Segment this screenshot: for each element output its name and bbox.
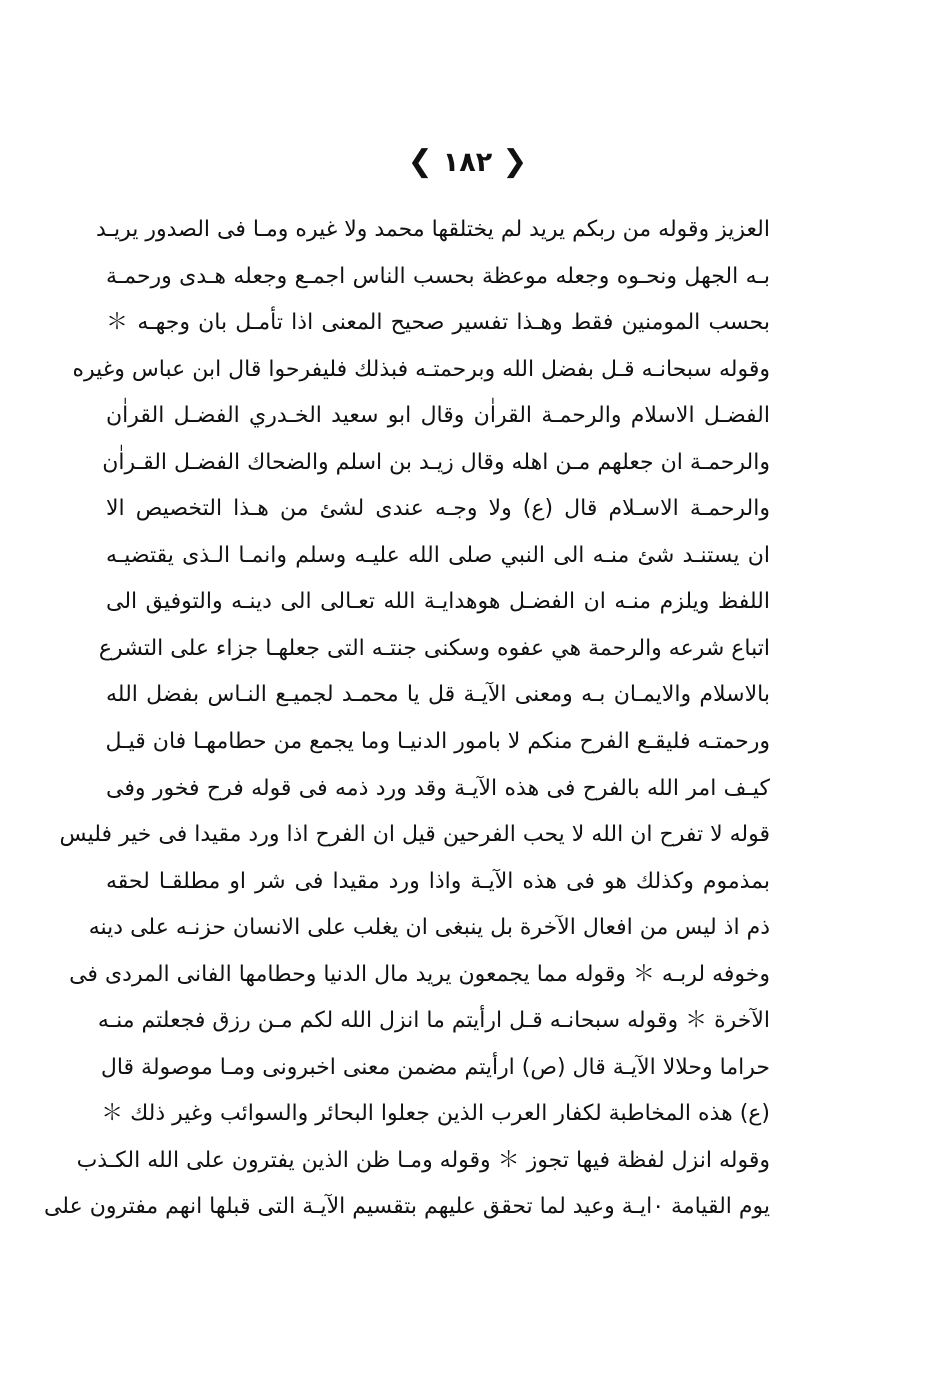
text-line: وقوله سبحانـه قـل بفضل الله وبرحمتـه فبذلك فليفرحوا قال ابن عباس وغيره xyxy=(72,356,770,382)
text-line: بالاسلام والايمـان بـه ومعنى الآيـة قل يا محمـد لجميـع النـاس بفضل الله xyxy=(106,682,770,708)
text-line: ذم اذ ليس من افعال الآخرة بل ينبغى ان يغلب على الانسان حزنـه على دينه xyxy=(88,915,770,941)
left-ornament-icon: ❮ xyxy=(407,144,433,179)
text-line: اتباع شرعه والرحمة هي عفوه وسكنى جنتـه التى جعلهـا جزاء على التشرع xyxy=(98,635,770,661)
text-line: يوم القيامة ٠ايـة وعيد لما تحقق عليهم بتقسيم الآيـة التى قبلها انهم مفترون على xyxy=(43,1194,770,1220)
page-number-group xyxy=(407,144,528,179)
text-line: بمذموم وكذلك هو فى هذه الآيـة واذا ورد مقيدا فى شر او مطلقـا لحقه xyxy=(106,868,770,894)
text-line: ورحمتـه فليقـع الفرح منكم لا بامور الدنيـا وما يجمع من حطامهـا فان قيـل xyxy=(105,729,770,755)
body-text xyxy=(43,207,770,1231)
text-line: وقوله انزل لفظة فيها تجوز ＊ وقوله ومـا ظن الذين يفترون على الله الكـذب xyxy=(76,1147,770,1173)
text-line: قوله لا تفرح ان الله لا يحب الفرحين قيل ان الفرح اذا ورد مقيدا فى خير فليس xyxy=(59,822,770,848)
right-ornament-icon: ❯ xyxy=(502,144,528,179)
text-line: الفضـل الاسلام والرحمـة القراٰن وقال ابو سعيد الخـدري الفضـل القراٰن xyxy=(106,403,770,429)
text-line: اللفظ ويلزم منـه ان الفضـل هوهدايـة الله تعـالى الى دينـه والتوفيق الى xyxy=(106,589,770,615)
text-line: بـه الجهل ونحـوه وجعله موعظة بحسب الناس اجمـع وجعله هـدى ورحمـة xyxy=(106,263,770,289)
text-line: بحسب المومنين فقط وهـذا تفسير صحيح المعنى اذا تأمـل بان وجهـه ＊ xyxy=(106,310,770,336)
text-line: كيـف امر الله بالفرح فى هذه الآيـة وقد ورد ذمه فى قوله فرح فخور وفى xyxy=(106,775,770,801)
text-line: العزيز وقوله من ربكم يريد لم يختلقها محمد ولا غيره ومـا فى الصدور يريـد xyxy=(95,217,770,242)
text-line: والرحمـة ان جعلهم مـن اهله وقال زيـد بن اسلم والضحاك الفضـل القـراٰن xyxy=(102,449,770,475)
text-line: وخوفه لربـه ＊ وقوله مما يجمعون يريد مال الدنيا وحطامها الفانى المردى فى xyxy=(69,961,770,987)
page-header xyxy=(0,140,935,184)
page-number: ١٨٢ xyxy=(442,146,493,178)
text-line: ان يستنـد شئ منـه الى النبي صلى الله عليـه وسلم وانمـا الـذى يقتضيـه xyxy=(106,542,770,568)
text-line: (ع) هذه المخاطبة لكفار العرب الذين جعلوا البحائر والسوائب وغير ذلك ＊ xyxy=(101,1101,770,1127)
text-line: والرحمـة الاسـلام قال (ع) ولا وجـه عندى لشئ من هـذا التخصيص الا xyxy=(106,496,770,522)
text-line: الآخرة ＊ وقوله سبحانـه قـل ارأيتم ما انزل الله لكم مـن رزق فجعلتم منـه xyxy=(97,1008,770,1034)
text-line: حراما وحلالا الآيـة قال (ص) ارأيتم مضمن معنى اخبرونى ومـا موصولة قال xyxy=(100,1054,770,1080)
